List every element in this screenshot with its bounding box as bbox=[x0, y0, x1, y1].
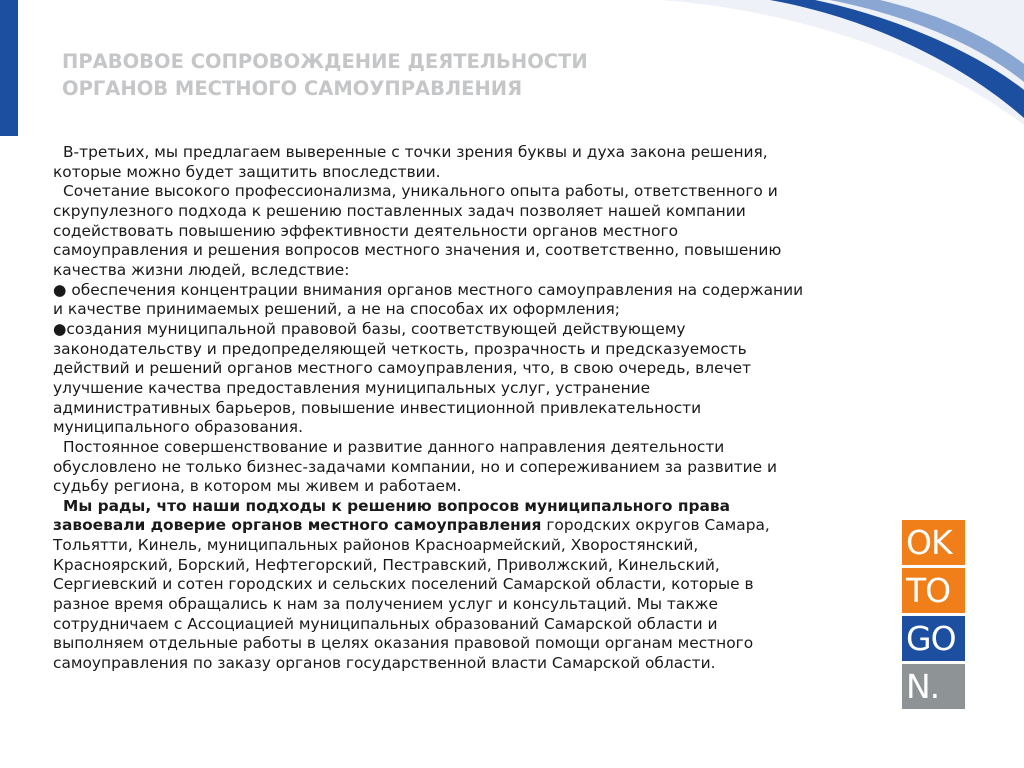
text-line: Сочетание высокого профессионализма, уникального опыта работы, ответственного и bbox=[63, 182, 778, 201]
text-line: административных барьеров, повышение инвестиционной привлекательности bbox=[53, 398, 702, 417]
text-line: и качестве принимаемых решений, а не на способах их оформления; bbox=[53, 300, 620, 319]
bullet-line: ● обеспечения концентрации внимания органов местного самоуправления на содержании bbox=[53, 280, 804, 299]
text-line: качества жизни людей, вследствие: bbox=[53, 260, 350, 279]
text-line: Постоянное совершенствование и развитие данного направления деятельности bbox=[63, 437, 725, 456]
text-line: завоевали доверие органов местного самоуправления городских округов Самара, bbox=[53, 516, 770, 535]
logo-tile-go: GO bbox=[902, 616, 965, 661]
text-line: разное время обращались к нам за получением услуг и консультаций. Мы также bbox=[53, 595, 718, 614]
page-title bbox=[62, 48, 762, 102]
title-line-2: ОРГАНОВ МЕСТНОГО САМОУПРАВЛЕНИЯ bbox=[62, 77, 523, 100]
left-accent-bar bbox=[0, 0, 18, 136]
logo-tile-n: N. bbox=[902, 664, 965, 709]
text-line: законодательству и предопределяющей четкость, прозрачность и предсказуемость bbox=[53, 339, 747, 358]
text-line: самоуправления и решения вопросов местного значения и, соответственно, повышению bbox=[53, 241, 782, 260]
text-line: улучшение качества предоставления муниципальных услуг, устранение bbox=[53, 378, 651, 397]
bold-text: завоевали доверие органов местного самоуправления bbox=[53, 516, 542, 535]
text-line: Сергиевский и сотен городских и сельских поселений Самарской области, которые в bbox=[53, 575, 754, 594]
text-line: муниципального образования. bbox=[53, 418, 303, 437]
text-line: Тольятти, Кинель, муниципальных районов Красноармейский, Хворостянский, bbox=[53, 536, 699, 555]
text-line: самоуправления по заказу органов государственной власти Самарской области. bbox=[53, 654, 716, 673]
logo-tile-ok: OK bbox=[902, 520, 965, 565]
text-line: В-третьих, мы предлагаем выверенные с точки зрения буквы и духа закона решения, bbox=[63, 143, 768, 161]
title-line-1: ПРАВОВОЕ СОПРОВОЖДЕНИЕ ДЕЯТЕЛЬНОСТИ bbox=[62, 50, 588, 73]
text-line: содействовать повышению эффективности деятельности органов местного bbox=[53, 221, 679, 240]
text-line: которые можно будет защитить впоследствии. bbox=[53, 162, 441, 181]
text-line: Красноярский, Борский, Нефтегорский, Пестравский, Приволжский, Кинельский, bbox=[53, 555, 720, 574]
logo-tile-to: TO bbox=[902, 568, 965, 613]
text-line bbox=[53, 497, 873, 517]
text-line: сотрудничаем с Ассоциацией муниципальных образований Самарской области и bbox=[53, 614, 718, 633]
text-line: скрупулезного подхода к решению поставленных задач позволяет нашей компании bbox=[53, 201, 746, 220]
text-line: судьбу региона, в котором мы живем и работаем. bbox=[53, 477, 462, 496]
bullet-line: ●создания муниципальной правовой базы, соответствующей действующему bbox=[53, 319, 686, 338]
text-line: выполняем отдельные работы в целях оказания правовой помощи органам местного bbox=[53, 634, 754, 653]
bold-text: Мы рады, что наши подходы к решению вопросов муниципального права bbox=[63, 496, 731, 515]
text-line: действий и решений органов местного самоуправления, что, в свою очередь, влечет bbox=[53, 359, 752, 378]
oktogon-logo bbox=[902, 520, 965, 712]
text-line: обусловлено не только бизнес-задачами компании, но и сопереживанием за развитие и bbox=[53, 457, 778, 476]
body-text bbox=[53, 143, 873, 674]
